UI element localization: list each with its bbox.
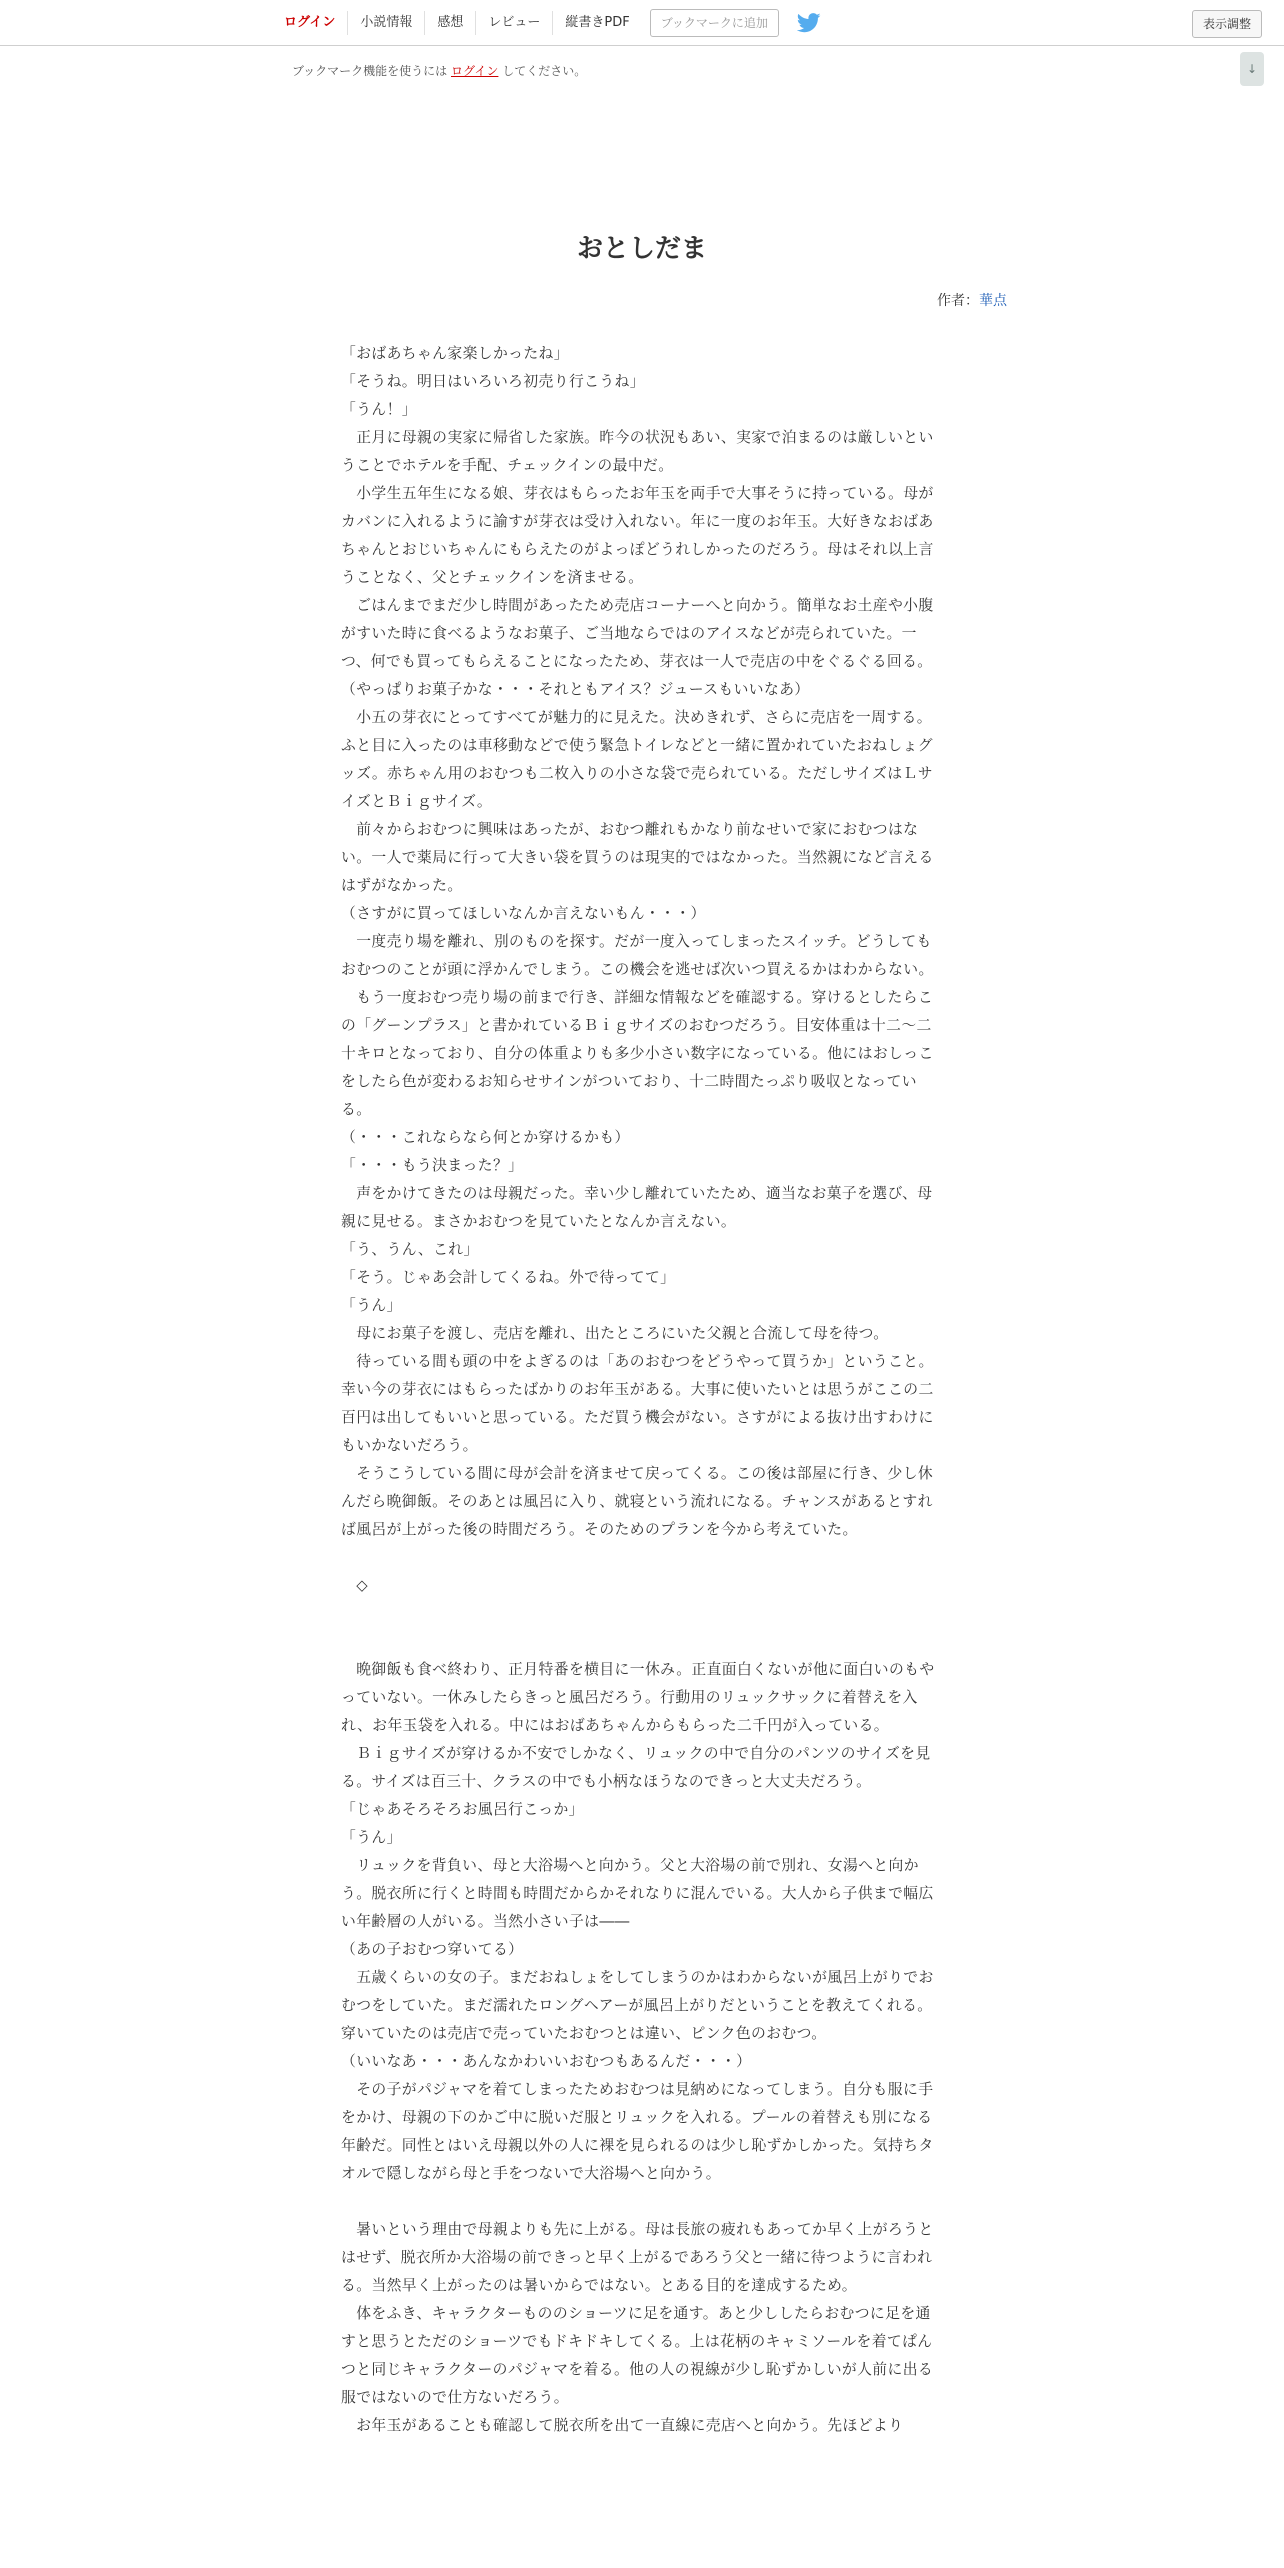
twitter-bird-icon[interactable]: [797, 12, 823, 34]
top-navigation-bar: [0, 0, 1284, 46]
paragraph: 「そう。じゃあ会計してくるね。外で待ってて」: [341, 1269, 676, 1286]
author-name-link[interactable]: 華点: [979, 293, 1007, 309]
paragraph: そうこうしている間に母が会計を済ませて戻ってくる。この後は部屋に行き、少し休んだら晩御飯。そのあとは風呂に入り、就寝という流れになる。チャンスがあるとすれば風呂が上がった後の時間だろう。そのためのプランを今から考えていた。: [341, 1465, 934, 1538]
display-settings-button[interactable]: 表示調整: [1192, 10, 1262, 38]
paragraph: （あの子おむつ穿いてる）: [341, 1941, 524, 1958]
bookmark-login-notice: [292, 62, 586, 79]
notice-text-before: ブックマーク機能を使うには: [292, 64, 448, 78]
notice-text-after: してください。: [502, 64, 587, 78]
paragraph: その子がパジャマを着てしまったためおむつは見納めになってしまう。自分も服に手をかけ、母親の下のかご中に脱いだ服とリュックを入れる。プールの着替えも別になる年齢だ。同性とはいえ母親以外の人に裸を見られるのは少し恥ずかしかった。気持ちタオルで隠しながら母と手をつないで大浴場へと向かう。: [341, 2081, 934, 2182]
paragraph: 「そうね。明日はいろいろ初売り行こうね」: [341, 373, 645, 390]
paragraph: （さすがに買ってほしいなんか言えないもん・・・）: [341, 905, 706, 922]
novel-info-link[interactable]: 小説情報: [347, 11, 424, 35]
paragraph: 前々からおむつに興味はあったが、おむつ離れもかなり前なせいで家におむつはない。一人で薬局に行って大きい袋を買うのは現実的ではなかった。当然親になど言えるはずがなかった。: [341, 821, 934, 894]
paragraph: 「じゃあそろそろお風呂行こっか」: [341, 1801, 584, 1818]
paragraph: 小五の芽衣にとってすべてが魅力的に見えた。決めきれず、さらに売店を一周する。ふと目に入ったのは車移動などで使う緊急トイレなどと一緒に置かれていたおねしょグッズ。赤ちゃん用のおむつも二枚入りの小さな袋で売られている。ただしサイズはＬサイズとＢｉｇサイズ。: [341, 709, 933, 810]
blank-line: [341, 1544, 935, 1572]
paragraph: 「おばあちゃん家楽しかったね」: [341, 345, 569, 362]
author-line: [937, 290, 1007, 310]
review-link[interactable]: レビュー: [475, 11, 552, 35]
paragraph: ごはんまでまだ少し時間があったため売店コーナーへと向かう。簡単なお土産や小腹がすいた時に食べるようなお菓子、ご当地ならではのアイスなどが売られていた。一つ、何でも買ってもらえることになったため、芽衣は一人で売店の中をぐるぐる回る。: [341, 597, 934, 670]
login-link[interactable]: ログイン: [284, 15, 336, 30]
paragraph: 晩御飯も食べ終わり、正月特番を横目に一休み。正直面白くないが他に面白いのもやっていない。一休みしたらきっと風呂だろう。行動用のリュックサックに着替えを入れ、お年玉袋を入れる。中にはおばあちゃんからもらった二千円が入っている。: [341, 1661, 935, 1734]
paragraph: 一度売り場を離れ、別のものを探す。だが一度入ってしまったスイッチ。どうしてもおむつのことが頭に浮かんでしまう。この機会を逃せば次いつ買えるかはわからない。: [341, 933, 934, 978]
paragraph: 「・・・もう決まった？」: [341, 1157, 524, 1174]
novel-title: おとしだま: [576, 234, 707, 264]
paragraph: 「うん」: [341, 1297, 402, 1314]
paragraph: Ｂｉｇサイズが穿けるか不安でしかなく、リュックの中で自分のパンツのサイズを見る。サイズは百三十、クラスの中でも小柄なほうなのできっと大丈夫だろう。: [341, 1745, 931, 1790]
blank-line: [341, 1628, 935, 1656]
blank-line: [341, 1600, 935, 1628]
notice-login-link[interactable]: ログイン: [451, 64, 499, 78]
paragraph: リュックを背負い、母と大浴場へと向かう。父と大浴場の前で別れ、女湯へと向かう。脱衣所に行くと時間も時間だからかそれなりに混んでいる。大人から子供まで幅広い年齢層の人がいる。当然小さい子は――: [341, 1857, 934, 1930]
paragraph: 母にお菓子を渡し、売店を離れ、出たところにいた父親と合流して母を待つ。: [341, 1325, 889, 1342]
paragraph: 待っている間も頭の中をよぎるのは「あのおむつをどうやって買うか」ということ。幸い今の芽衣にはもらったばかりのお年玉がある。大事に使いたいとは思うがここの二百円は出してもいいと思っている。ただ買う機会がない。さすがによる抜け出すわけにもいかないだろう。: [341, 1353, 934, 1454]
paragraph: 「うん！」: [341, 401, 417, 418]
paragraph: ◇: [341, 1577, 368, 1594]
paragraph: お年玉があることも確認して脱衣所を出て一直線に売店へと向かう。先ほどより: [341, 2417, 904, 2434]
paragraph: （いいなあ・・・あんなかわいいおむつもあるんだ・・・）: [341, 2053, 752, 2070]
paragraph: 正月に母親の実家に帰省した家族。昨今の状況もあい、実家で泊まるのは厳しいということでホテルを手配、チェックインの最中だ。: [341, 429, 934, 474]
paragraph: 五歳くらいの女の子。まだおねしょをしてしまうのかはわからないが風呂上がりでおむつをしていた。まだ濡れたロングヘアーが風呂上がりだということを教えてくれる。穿いていたのは売店で売っていたおむつとは違い、ピンク色のおむつ。: [341, 1969, 934, 2042]
blank-line: [341, 2188, 935, 2216]
paragraph: 「う、うん、これ」: [341, 1241, 479, 1258]
author-label: 作者：: [937, 293, 979, 309]
vertical-pdf-link[interactable]: 縦書きPDF: [552, 11, 641, 35]
scroll-down-tab[interactable]: ↓: [1240, 52, 1264, 86]
novel-body-text: [341, 340, 935, 2440]
paragraph: 「うん」: [341, 1829, 402, 1846]
add-bookmark-button[interactable]: ブックマークに追加: [650, 9, 779, 37]
paragraph: （・・・これならなら何とか穿けるかも）: [341, 1129, 630, 1146]
paragraph: もう一度おむつ売り場の前まで行き、詳細な情報などを確認する。穿けるとしたらこの「グーンプラス」と書かれているＢｉｇサイズのおむつだろう。目安体重は十二～二十キロとなっており、自分の体重よりも多少小さい数字になっている。他にはおしっこをしたら色が変わるお知らせサインがついており、十二時間たっぷり吸収となっている。: [341, 989, 934, 1118]
paragraph: 体をふき、キャラクターもののショーツに足を通す。あと少ししたらおむつに足を通すと思うとただのショーツでもドキドキしてくる。上は花柄のキャミソールを着てぱんつと同じキャラクターのパジャマを着る。他の人の視線が少し恥ずかしいが人前に出る服ではないので仕方ないだろう。: [341, 2305, 934, 2406]
impressions-link[interactable]: 感想: [424, 11, 475, 35]
paragraph: 小学生五年生になる娘、芽衣はもらったお年玉を両手で大事そうに持っている。母がカバンに入れるように諭すが芽衣は受け入れない。年に一度のお年玉。大好きなおばあちゃんとおじいちゃんにもらえたのがよっぽどうれしかったのだろう。母はそれ以上言うことなく、父とチェックインを済ませる。: [341, 485, 934, 586]
paragraph: 声をかけてきたのは母親だった。幸い少し離れていたため、適当なお菓子を選び、母親に見せる。まさかおむつを見ていたとなんか言えない。: [341, 1185, 933, 1230]
nav-menu: [272, 0, 823, 46]
paragraph: （やっぱりお菓子かな・・・それともアイス？ジュースもいいなあ）: [341, 681, 810, 698]
paragraph: 暑いという理由で母親よりも先に上がる。母は長旅の疲れもあってか早く上がろうとはせず、脱衣所か大浴場の前できっと早く上がるであろう父と一緒に待つように言われる。当然早く上がったのは暑いからではない。とある目的を達成するため。: [341, 2221, 934, 2294]
